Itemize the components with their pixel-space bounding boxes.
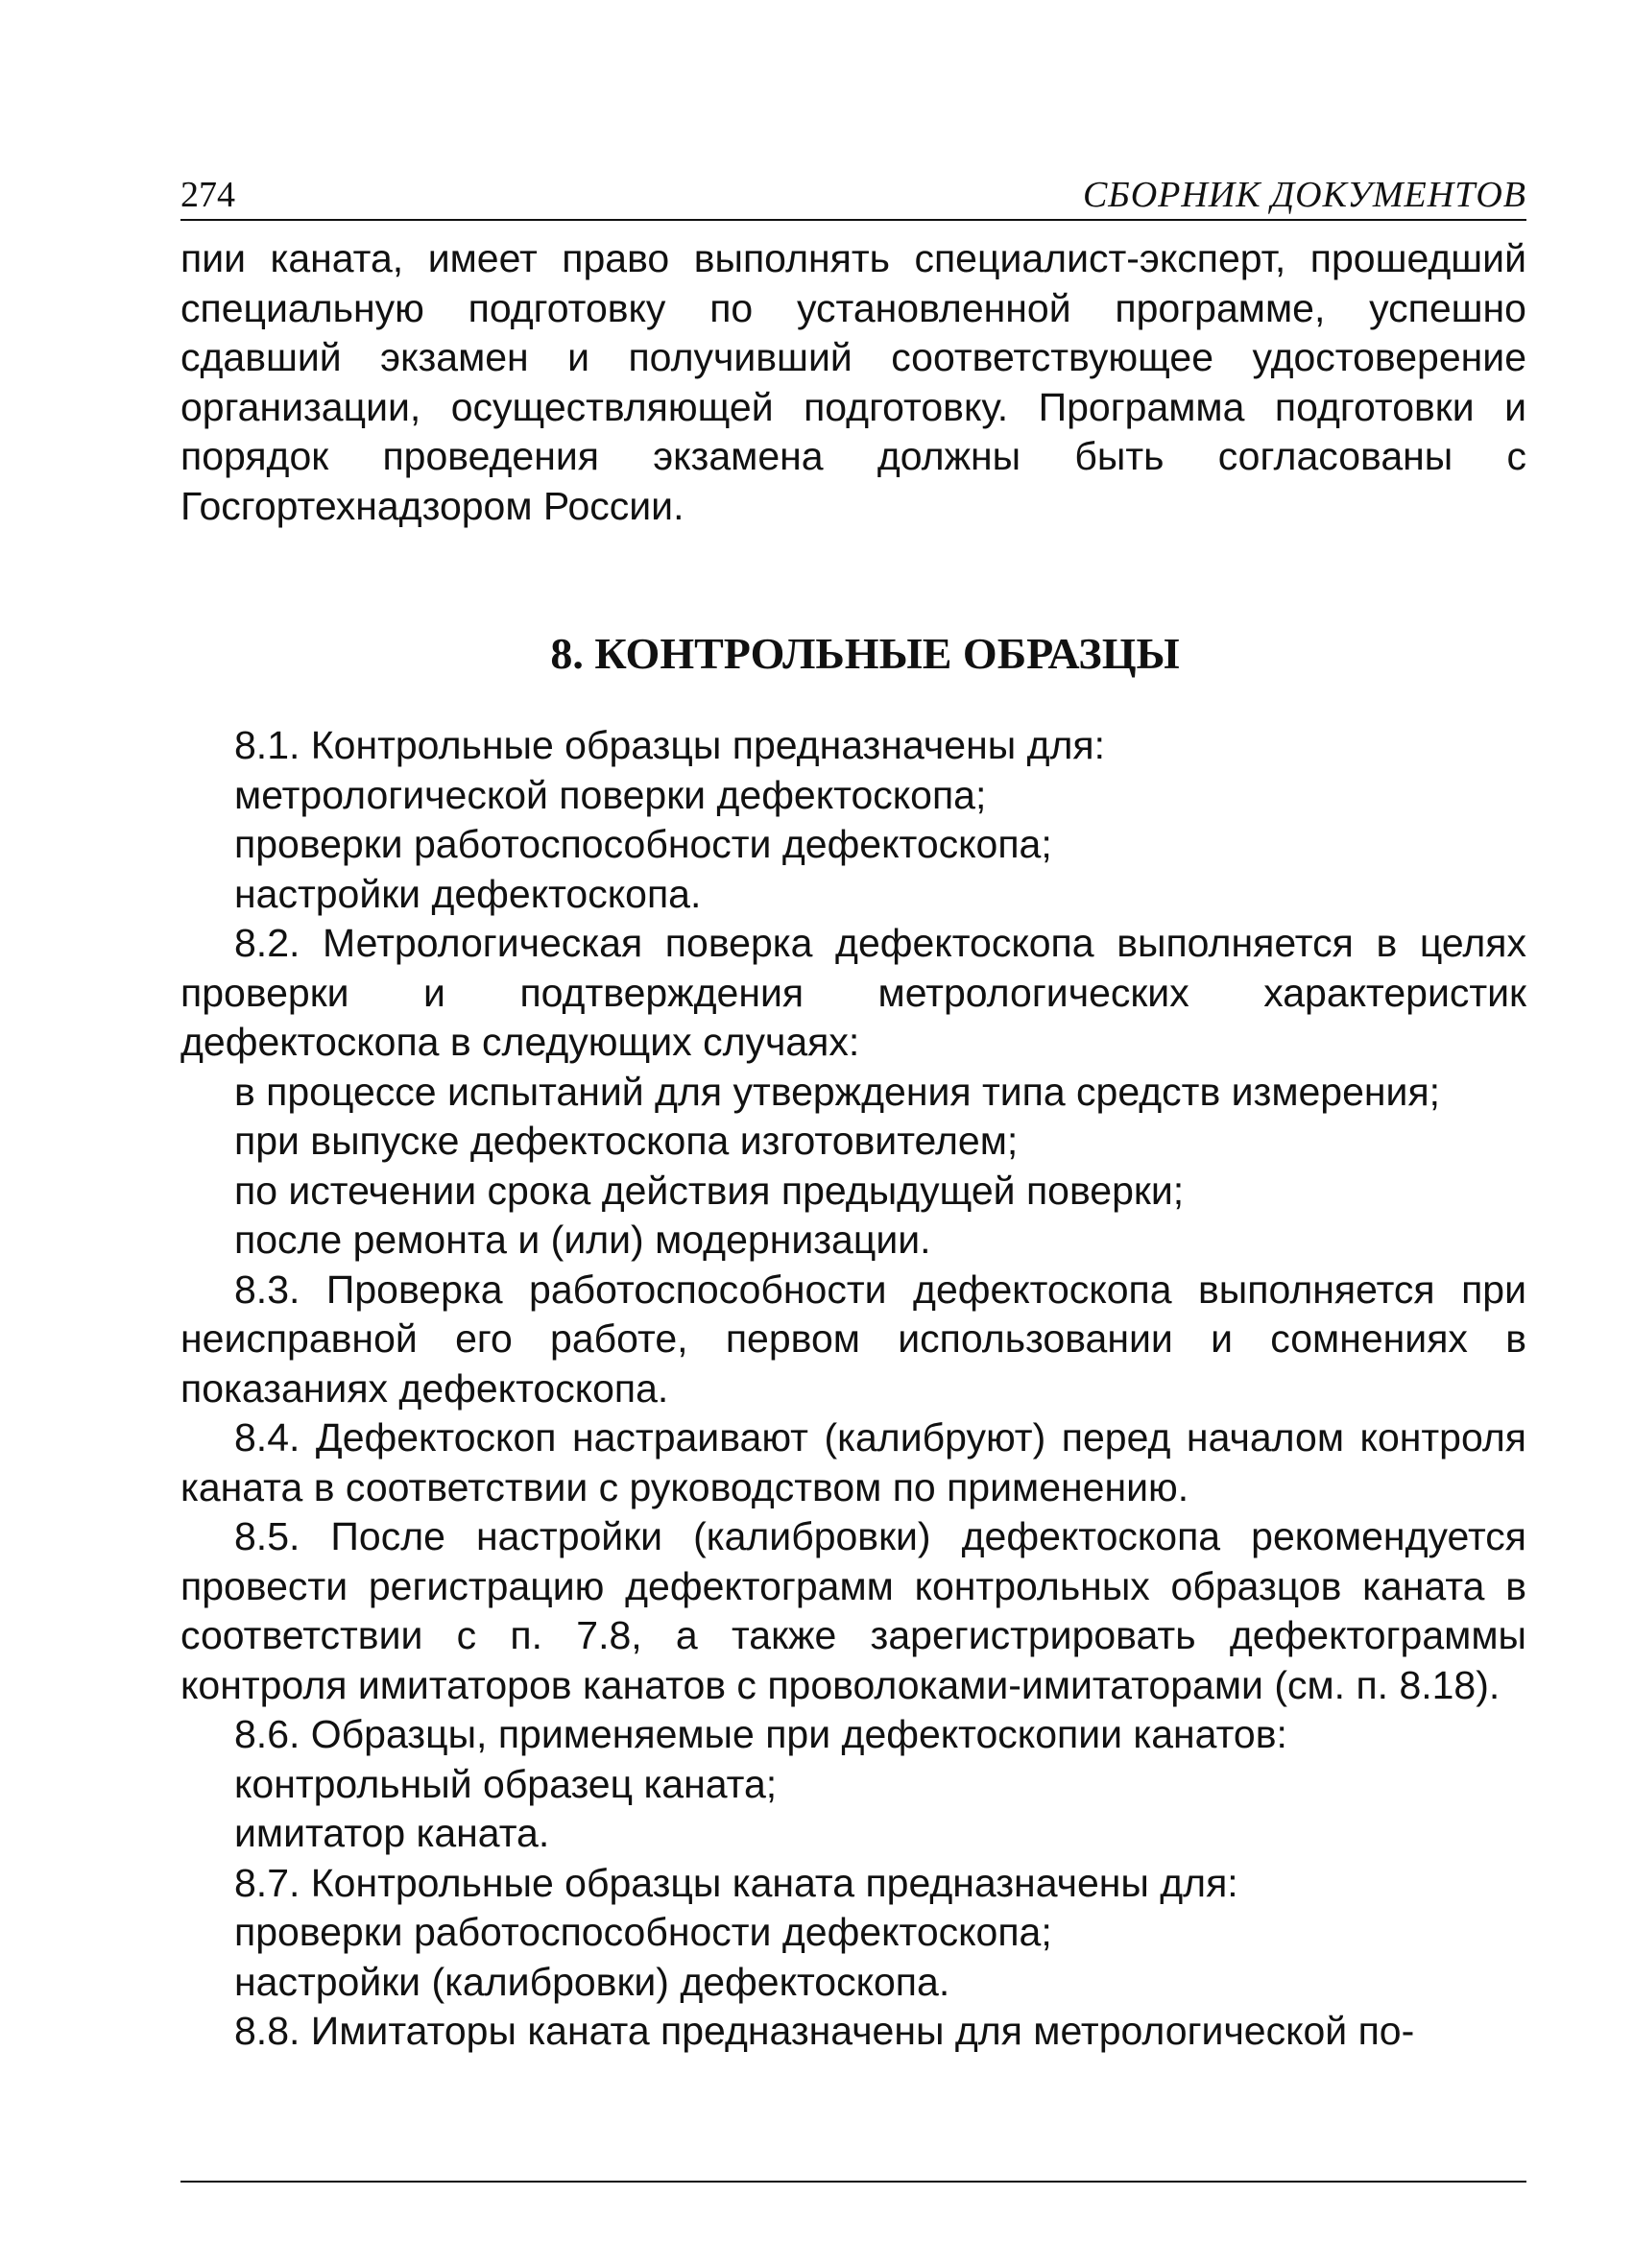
clause-8-8: 8.8. Имитаторы каната предназначены для метрологической по- bbox=[234, 2009, 1415, 2053]
clause-8-1-item: настройки дефектоскопа. bbox=[234, 871, 702, 916]
clause-8-5: 8.5. После настройки (калибровки) дефектоскопа рекомендуется провести регистрацию дефектограмм контрольных образцов каната в соответствии с п. 7.8, а также зарегистрировать дефектограммы контроля имитаторов канатов с проволоками-имитаторами (см. п. 8.18). bbox=[180, 1514, 1526, 1707]
clause-8-7: 8.7. Контрольные образцы каната предназначены для: bbox=[234, 1860, 1238, 1905]
intro-paragraph: пии каната, имеет право выполнять специалист-эксперт, прошедший специальную подготовку по установленной программе, успешно сдавший экзамен и получивший соответствующее удостоверение организации, осуществляющей подготовку. Программа подготовки и порядок проведения экзамена должны быть согласованы с Госгортехнадзором России. bbox=[180, 236, 1526, 528]
clause-8-2-item: в процессе испытаний для утверждения типа средств измерения; bbox=[234, 1069, 1441, 1114]
clause-8-2-item: по истечении срока действия предыдущей поверки; bbox=[234, 1168, 1185, 1213]
clause-8-2: 8.2. Метрологическая поверка дефектоскопа выполняется в целях проверки и подтверждения метрологических характеристик дефектоскопа в следующих случаях: bbox=[180, 921, 1526, 1064]
clause-8-2-item: при выпуске дефектоскопа изготовителем; bbox=[234, 1119, 1019, 1163]
clause-8-2-item: после ремонта и (или) модернизации. bbox=[234, 1218, 931, 1262]
clause-8-7-item: проверки работоспособности дефектоскопа; bbox=[234, 1910, 1052, 1954]
clause-8-6-item: имитатор каната. bbox=[234, 1811, 550, 1855]
clause-8-7-item: настройки (калибровки) дефектоскопа. bbox=[234, 1959, 950, 2004]
document-page bbox=[180, 173, 1526, 2057]
footer-rule bbox=[180, 2181, 1526, 2183]
section-heading: 8. КОНТРОЛЬНЫЕ ОБРАЗЦЫ bbox=[550, 629, 1180, 678]
clause-8-4: 8.4. Дефектоскоп настраивают (калибруют) перед началом контроля каната в соответствии с руководством по применению. bbox=[180, 1415, 1526, 1509]
page-number: 274 bbox=[180, 175, 235, 215]
running-title: СБОРНИК ДОКУМЕНТОВ bbox=[1082, 175, 1526, 215]
clause-8-6-item: контрольный образец каната; bbox=[234, 1761, 778, 1806]
clause-8-6: 8.6. Образцы, применяемые при дефектоскопии канатов: bbox=[234, 1712, 1287, 1756]
clause-8-1: 8.1. Контрольные образцы предназначены для: bbox=[234, 723, 1106, 767]
clause-8-3: 8.3. Проверка работоспособности дефектоскопа выполняется при неисправной его работе, первом использовании и сомнениях в показаниях дефектоскопа. bbox=[180, 1267, 1526, 1411]
page-body bbox=[180, 234, 1526, 2057]
running-header bbox=[180, 173, 1526, 221]
clause-8-1-item: метрологической поверки дефектоскопа; bbox=[234, 772, 987, 817]
clause-8-1-item: проверки работоспособности дефектоскопа; bbox=[234, 822, 1052, 866]
